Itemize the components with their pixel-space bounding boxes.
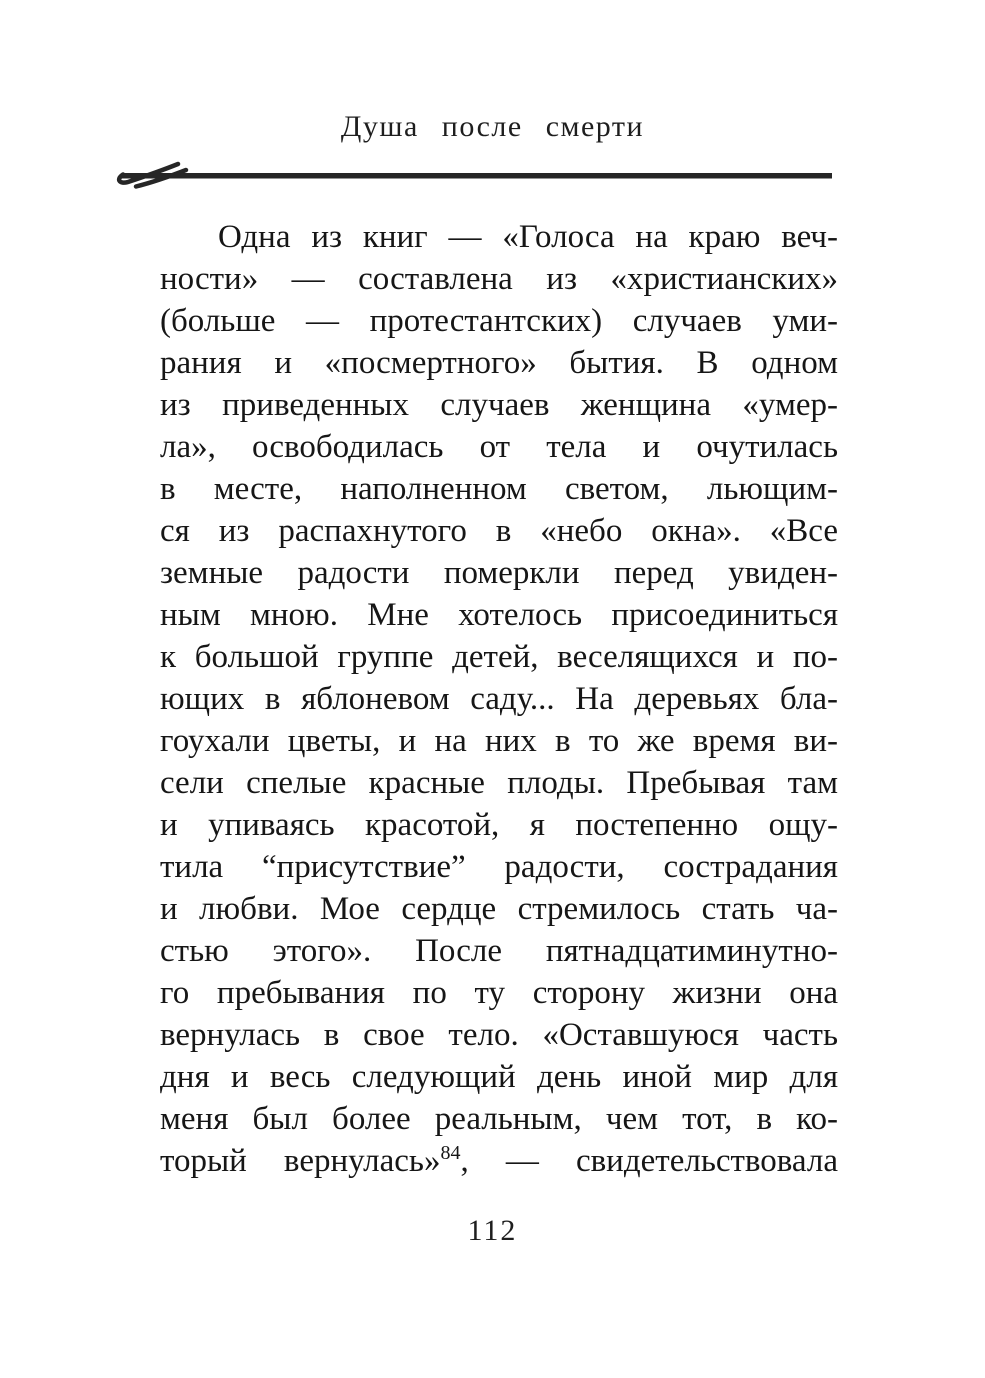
page-number: 112 xyxy=(467,1214,518,1247)
text-line: го пребывания по ту сторону жизни она xyxy=(160,975,838,1011)
text-line: к большой группе детей, веселящихся и по- xyxy=(160,639,838,675)
text-line: земные радости померкли перед увиден- xyxy=(160,555,838,591)
text-line: тила “присутствие” радости, сострадания xyxy=(160,849,838,885)
text-line: и любви. Мое сердце стремилось стать ча- xyxy=(160,891,838,927)
text-line: стью этого». После пятнадцатиминутно- xyxy=(160,933,838,969)
running-header-title: Душа после смерти xyxy=(340,110,645,143)
text-line: вернулась в свое тело. «Оставшуюся часть xyxy=(160,1017,838,1053)
text-line: гоухали цветы, и на них в то же время ви- xyxy=(160,723,838,759)
section-divider xyxy=(116,158,834,198)
text-line: рания и «посмертного» бытия. В одном xyxy=(160,345,838,381)
text-line: ся из распахнутого в «небо окна». «Все xyxy=(160,513,838,549)
text-line: и упиваясь красотой, я постепенно ощу- xyxy=(160,807,838,843)
divider-flourish-icon xyxy=(116,158,834,198)
text-line: из приведенных случаев женщина «умер- xyxy=(160,387,838,423)
text-line-with-footnote xyxy=(160,1140,838,1182)
text-line: сели спелые красные плоды. Пребывая там xyxy=(160,765,838,801)
body-paragraph xyxy=(160,216,838,1182)
text-line: дня и весь следующий день иной мир для xyxy=(160,1059,838,1095)
text-line: меня был более реальным, чем тот, в ко- xyxy=(160,1101,838,1137)
footnote-reference: 84 xyxy=(440,1142,461,1164)
text-line: (больше — протестантских) случаев уми- xyxy=(160,303,838,339)
text-line: ности» — составлена из «христианских» xyxy=(160,261,838,297)
text-line: ющих в яблоневом саду... На деревьях бла- xyxy=(160,681,838,717)
text-line: ным мною. Мне хотелось присоединиться xyxy=(160,597,838,633)
text-after-footnote: , — свидетельствовала xyxy=(460,1143,838,1179)
text-before-footnote: торый вернулась» xyxy=(160,1143,441,1179)
text-line: ла», освободилась от тела и очутилась xyxy=(160,429,838,465)
text-line: в месте, наполненном светом, льющим- xyxy=(160,471,838,507)
text-line: Одна из книг — «Голоса на краю веч- xyxy=(218,219,838,255)
